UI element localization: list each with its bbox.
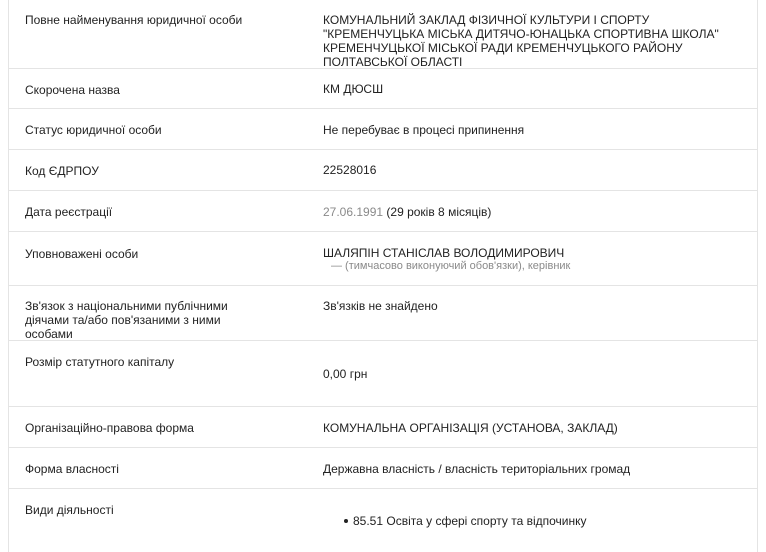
activities-list — [323, 514, 743, 528]
row-short-name — [9, 69, 757, 109]
pep-links-value: Зв'язків не знайдено — [323, 299, 438, 313]
bullet-icon — [344, 519, 348, 523]
activities-value — [323, 514, 743, 528]
row-status — [9, 109, 757, 150]
activity-item — [323, 514, 743, 528]
full-name-label: Повне найменування юридичної особи — [25, 13, 243, 27]
authorized-persons-value — [323, 246, 743, 273]
row-registration-date — [9, 191, 757, 232]
company-details-table — [8, 0, 758, 552]
row-authorized-persons — [9, 232, 757, 286]
edrpou-label: Код ЄДРПОУ — [25, 164, 99, 178]
activities-label: Види діяльності — [25, 503, 114, 517]
pep-links-label: Зв'язок з національними публічними діячами та/або пов'язаними з ними особами — [25, 299, 228, 341]
row-legal-form — [9, 407, 757, 448]
full-name-value: КОМУНАЛЬНИЙ ЗАКЛАД ФІЗИЧНОЇ КУЛЬТУРИ І СПОРТУ "КРЕМЕНЧУЦЬКА МІСЬКА ДИТЯЧО-ЮНАЦЬКА СПОРТИВНА ШКОЛА" КРЕМЕНЧУЦЬКОЇ МІСЬКОЇ РАДИ КРЕМЕНЧУЦЬКОГО РАЙОНУ ПОЛТАВСЬКОЇ ОБЛАСТІ — [323, 13, 719, 69]
row-ownership — [9, 448, 757, 489]
registration-date-value — [323, 205, 743, 219]
capital-value: 0,00 грн — [323, 367, 368, 381]
legal-form-label: Організаційно-правова форма — [25, 421, 194, 435]
registration-date: 27.06.1991 — [323, 205, 384, 219]
registration-date-label: Дата реєстрації — [25, 205, 113, 219]
row-full-name — [9, 0, 757, 69]
row-pep-links — [9, 286, 757, 341]
authorized-person-role: — (тимчасово виконуючий обов'язки), керівник — [331, 260, 571, 272]
short-name-value: КМ ДЮСШ — [323, 82, 384, 96]
legal-form-value: КОМУНАЛЬНА ОРГАНІЗАЦІЯ (УСТАНОВА, ЗАКЛАД) — [323, 421, 618, 435]
capital-label: Розмір статутного капіталу — [25, 355, 175, 369]
row-capital — [9, 341, 757, 407]
short-name-label: Скорочена назва — [25, 83, 120, 97]
authorized-person-name: ШАЛЯПІН СТАНІСЛАВ ВОЛОДИМИРОВИЧ — [323, 246, 565, 260]
row-activities — [9, 489, 757, 552]
status-label: Статус юридичної особи — [25, 123, 162, 137]
registration-duration: (29 років 8 місяців) — [386, 205, 492, 219]
activity-item-label: 85.51 Освіта у сфері спорту та відпочинку — [353, 514, 587, 528]
ownership-value: Державна власність / власність територіальних громад — [323, 462, 631, 476]
ownership-label: Форма власності — [25, 462, 119, 476]
row-edrpou — [9, 150, 757, 191]
status-value: Не перебуває в процесі припинення — [323, 123, 525, 137]
edrpou-value: 22528016 — [323, 163, 377, 177]
authorized-persons-label: Уповноважені особи — [25, 247, 139, 261]
